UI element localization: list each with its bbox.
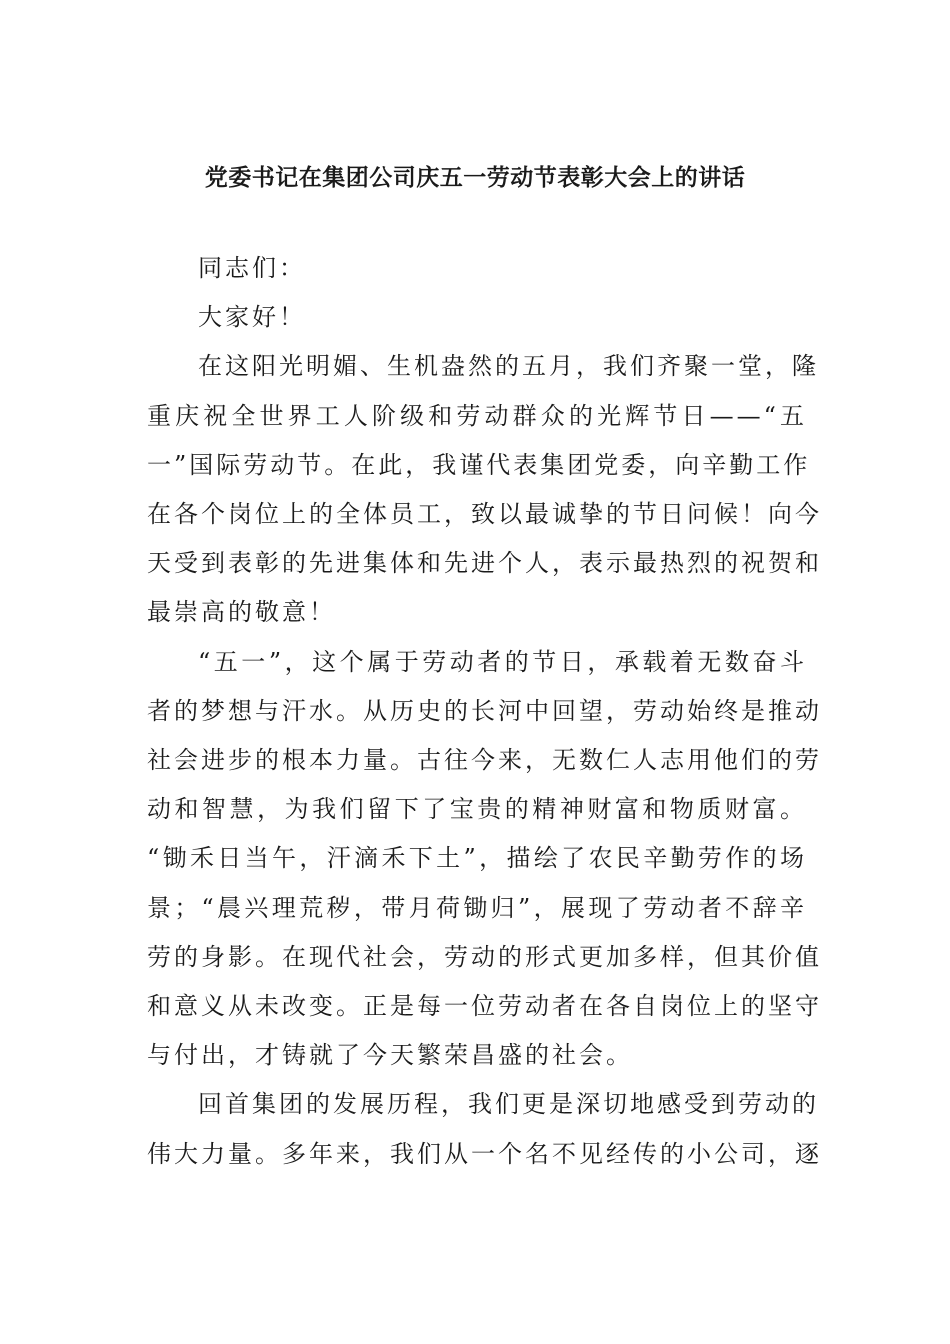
paragraph-line: “锄禾日当午，汗滴禾下土”，描绘了农民辛勤劳作的场	[147, 844, 807, 873]
salutation-line	[147, 244, 807, 293]
paragraph-line: 一”国际劳动节。在此，我谨代表集团党委，向辛勤工作	[147, 450, 811, 479]
paragraph-line: 天受到表彰的先进集体和先进个人，表示最热烈的祝贺和	[147, 549, 822, 578]
paragraph-line: 社会进步的根本力量。古往今来，无数仁人志用他们的劳	[147, 746, 822, 775]
paragraph-line: 和意义从未改变。正是每一位劳动者在各自岗位上的坚守	[147, 992, 822, 1021]
paragraph-1	[147, 342, 822, 637]
paragraph-line: 最崇高的敬意！	[147, 598, 336, 627]
paragraph-line: 景；“晨兴理荒秽，带月荷锄归”，展现了劳动者不辞辛	[147, 893, 807, 922]
paragraph-line: 动和智慧，为我们留下了宝贵的精神财富和物质财富。	[147, 795, 807, 824]
document-body	[147, 244, 822, 1179]
paragraph-line: 伟大力量。多年来，我们从一个名不见经传的小公司，逐	[147, 1139, 822, 1168]
greeting-line	[147, 293, 807, 342]
paragraph-line: 在这阳光明媚、生机盎然的五月，我们齐聚一堂，隆	[198, 352, 819, 381]
paragraph-line: 在各个岗位上的全体员工，致以最诚挚的节日问候！向今	[147, 500, 822, 529]
paragraph-line: 回首集团的发展历程，我们更是深切地感受到劳动的	[198, 1090, 819, 1119]
paragraph-line: “五一”，这个属于劳动者的节日，承载着无数奋斗	[198, 647, 807, 676]
paragraph-line: 劳的身影。在现代社会，劳动的形式更加多样，但其价值	[147, 942, 822, 971]
greeting-text: 大家好！	[198, 303, 306, 332]
salutation-text: 同志们：	[198, 254, 306, 282]
paragraph-line: 者的梦想与汗水。从历史的长河中回望，劳动始终是推动	[147, 696, 822, 725]
paragraph-3	[147, 1080, 822, 1178]
paragraph-line: 重庆祝全世界工人阶级和劳动群众的光辉节日——“五	[147, 401, 807, 430]
document-title: 党委书记在集团公司庆五一劳动节表彰大会上的讲话	[204, 165, 746, 191]
paragraph-2	[147, 638, 822, 1081]
paragraph-line: 与付出，才铸就了今天繁荣昌盛的社会。	[147, 1041, 633, 1070]
